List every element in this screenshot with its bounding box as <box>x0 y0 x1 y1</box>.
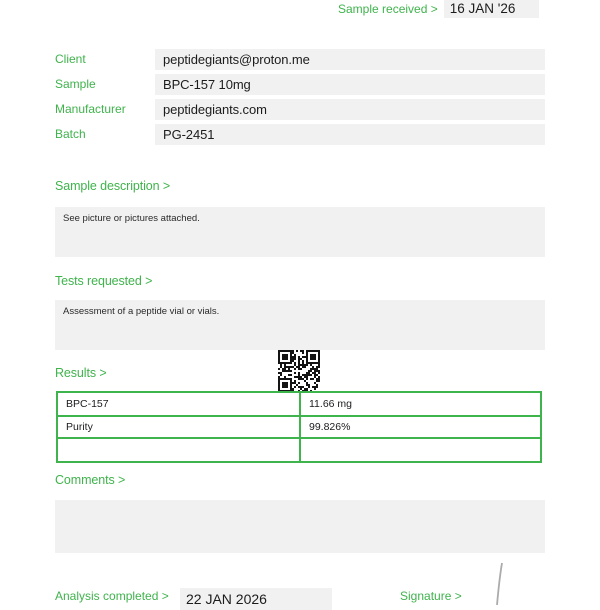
client-row <box>55 49 545 70</box>
sample-label: Sample <box>55 77 96 91</box>
sample-description-heading: Sample description > <box>55 179 171 193</box>
sample-received-label: Sample received > <box>338 2 438 16</box>
sample-value: BPC-157 10mg <box>155 74 545 95</box>
manufacturer-label: Manufacturer <box>55 102 126 116</box>
result-name-cell: Purity <box>58 415 299 437</box>
tests-requested-heading: Tests requested > <box>55 274 153 288</box>
comments-heading: Comments > <box>55 473 126 487</box>
analysis-completed-value: 22 JAN 2026 <box>180 588 332 610</box>
sample-received-value: 16 JAN '26 <box>444 0 539 18</box>
signature-label: Signature > <box>400 589 462 603</box>
results-heading: Results > <box>55 366 107 380</box>
result-name-cell <box>58 437 299 461</box>
signature-stroke <box>480 555 520 605</box>
tests-requested-box: Assessment of a peptide vial or vials. <box>55 300 545 350</box>
results-table <box>56 391 542 463</box>
result-value-cell <box>299 437 540 461</box>
batch-value: PG-2451 <box>155 124 545 145</box>
result-value-cell: 99.826% <box>299 415 540 437</box>
analysis-completed-label: Analysis completed > <box>55 589 169 603</box>
sample-received-row <box>338 0 539 18</box>
batch-label: Batch <box>55 127 86 141</box>
manufacturer-value: peptidegiants.com <box>155 99 545 120</box>
client-label: Client <box>55 52 86 66</box>
manufacturer-row <box>55 99 545 120</box>
batch-row <box>55 124 545 145</box>
result-name-cell: BPC-157 <box>66 398 109 410</box>
sample-description-box: See picture or pictures attached. <box>55 207 545 257</box>
comments-box <box>55 500 545 553</box>
client-info-block <box>55 49 545 149</box>
sample-row <box>55 74 545 95</box>
result-value-cell: 11.66 mg <box>299 393 540 415</box>
qr-code-icon <box>278 350 320 392</box>
client-value: peptidegiants@proton.me <box>155 49 545 70</box>
